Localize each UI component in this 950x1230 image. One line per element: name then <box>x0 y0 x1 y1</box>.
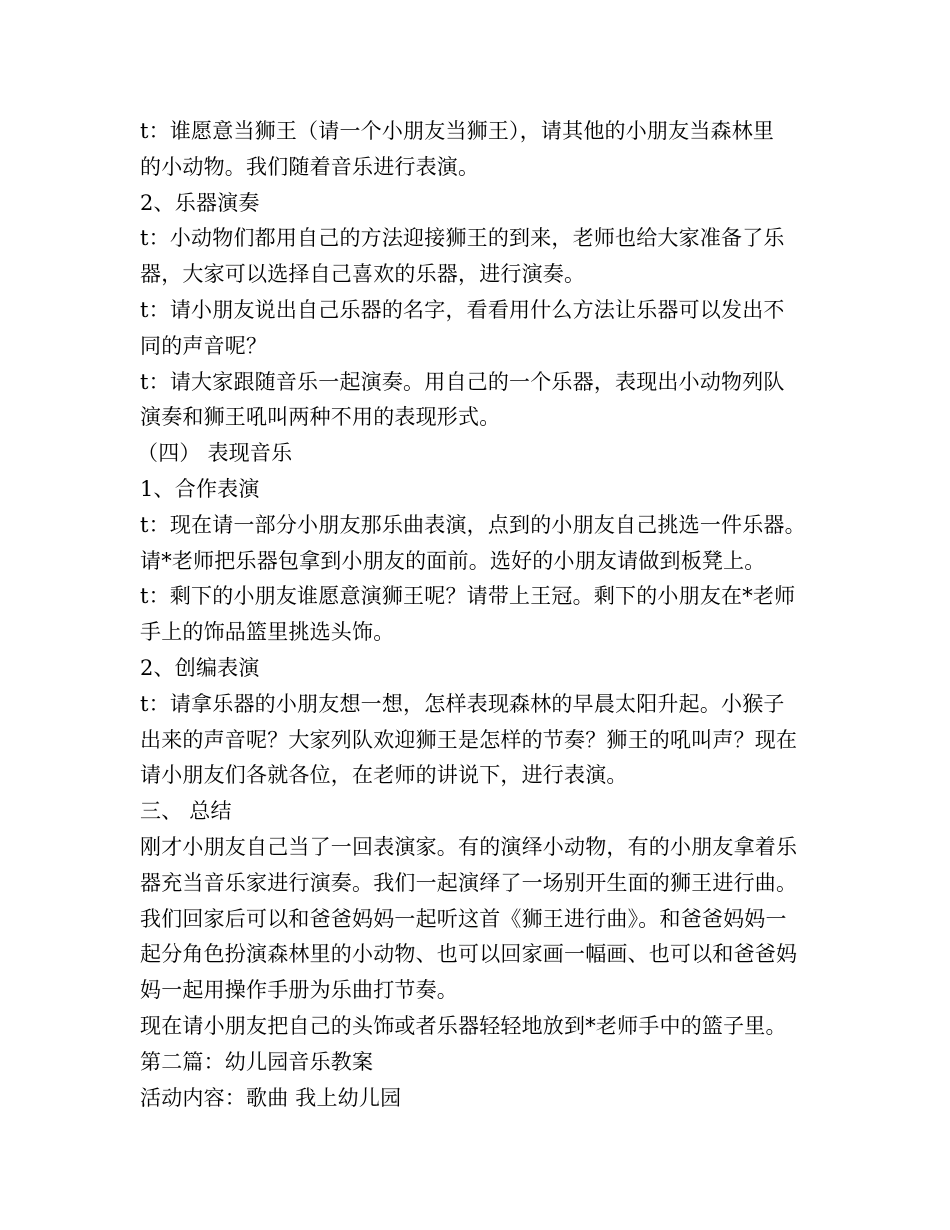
section-heading: 2、创编表演 <box>140 655 260 680</box>
paragraph-line: t：谁愿意当狮王（请一个小朋友当狮王），请其他的小朋友当森林里 <box>140 119 775 143</box>
paragraph-line: 的小动物。我们随着音乐进行表演。 <box>140 154 480 179</box>
paragraph-line: t：请小朋友说出自己乐器的名字，看看用什么方法让乐器可以发出不 <box>140 297 785 322</box>
paragraph-line: 起分角色扮演森林里的小动物、也可以回家画一幅画、也可以和爸爸妈 <box>140 942 798 967</box>
section-heading: 1、合作表演 <box>140 476 260 501</box>
paragraph-line: 同的声音呢？ <box>140 333 268 358</box>
paragraph-line: t：小动物们都用自己的方法迎接狮王的到来，老师也给大家准备了乐 <box>140 226 785 251</box>
paragraph-line: t：剩下的小朋友谁愿意演狮王呢？请带上王冠。剩下的小朋友在*老师 <box>140 584 796 609</box>
paragraph-line: 出来的声音呢？大家列队欢迎狮王是怎样的节奏？狮王的吼叫声？现在 <box>140 727 798 752</box>
section-heading: （四） 表现音乐 <box>137 441 293 466</box>
paragraph-line: 请小朋友们各就各位，在老师的讲说下，进行表演。 <box>140 763 628 788</box>
document-body <box>137 114 840 1116</box>
paragraph-line: t：请大家跟随音乐一起演奏。用自己的一个乐器，表现出小动物列队 <box>140 369 785 394</box>
paragraph-line: 现在请小朋友把自己的头饰或者乐器轻轻地放到*老师手中的篮子里。 <box>140 1013 787 1038</box>
paragraph-line: 手上的饰品篮里挑选头饰。 <box>140 620 395 645</box>
activity-content-line: 活动内容：歌曲 我上幼儿园 <box>140 1085 402 1110</box>
paragraph-line: 器充当音乐家进行演奏。我们一起演绎了一场别开生面的狮王进行曲。 <box>140 870 798 895</box>
paragraph-line: 刚才小朋友自己当了一回表演家。有的演绎小动物，有的小朋友拿着乐 <box>140 834 798 859</box>
paragraph-line: 妈一起用操作手册为乐曲打节奏。 <box>140 978 458 1003</box>
paragraph-line: t：现在请一部分小朋友那乐曲表演，点到的小朋友自己挑选一件乐器。 <box>140 512 806 537</box>
paragraph-line: 请*老师把乐器包拿到小朋友的面前。选好的小朋友请做到板凳上。 <box>140 548 766 573</box>
paragraph-line: 我们回家后可以和爸爸妈妈一起听这首《狮王进行曲》。和爸爸妈妈一 <box>140 906 787 931</box>
section-heading: 三、 总结 <box>140 799 232 824</box>
paragraph-line: 演奏和狮王吼叫两种不用的表现形式。 <box>140 405 501 430</box>
paragraph-line: t：请拿乐器的小朋友想一想，怎样表现森林的早晨太阳升起。小猴子 <box>140 691 785 716</box>
paragraph-line: 器，大家可以选择自己喜欢的乐器，进行演奏。 <box>140 262 586 287</box>
section-heading: 2、乐器演奏 <box>140 190 260 215</box>
chapter-heading: 第二篇：幼儿园音乐教案 <box>140 1049 374 1074</box>
